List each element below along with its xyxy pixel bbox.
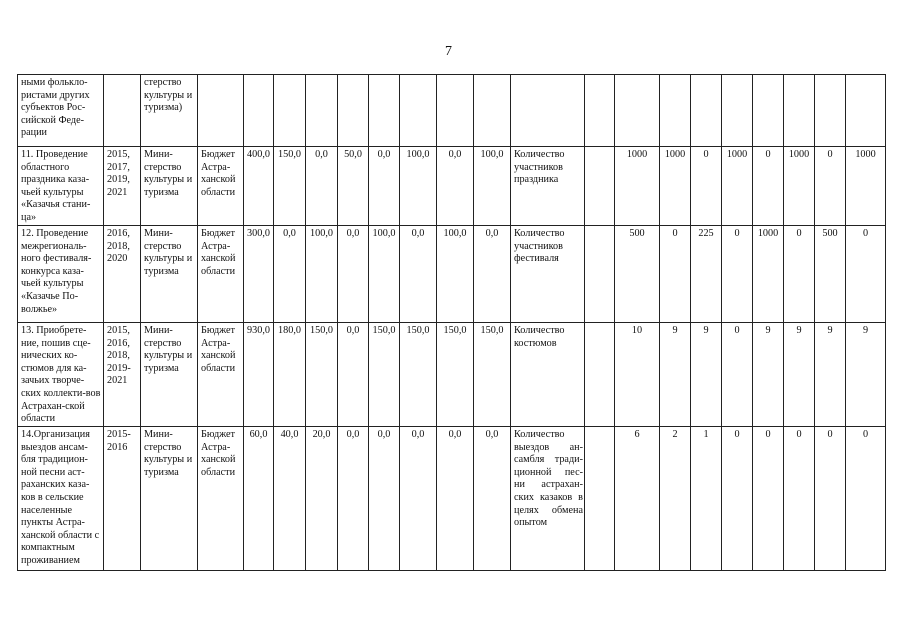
fund-cell: 50,0 bbox=[338, 147, 369, 226]
fund-cell: 60,0 bbox=[244, 427, 274, 571]
years-cell: 2015-2016 bbox=[104, 427, 141, 571]
fund-cell: 40,0 bbox=[274, 427, 306, 571]
fund-cell: 0,0 bbox=[338, 427, 369, 571]
fund-cell: 0,0 bbox=[400, 427, 437, 571]
value-cell: 6 bbox=[615, 427, 660, 571]
value-cell: 1000 bbox=[615, 147, 660, 226]
event-name-cell: 11. Проведение областного праздника каза-чьей культуры «Казачья стани-ца» bbox=[18, 147, 104, 226]
fund-cell: 180,0 bbox=[274, 323, 306, 427]
source-cell: Бюджет Астра-ханской области bbox=[198, 427, 244, 571]
value-cell: 1000 bbox=[784, 147, 815, 226]
indicator-cell: Количество костюмов bbox=[511, 323, 585, 427]
value-cell: 0 bbox=[846, 427, 886, 571]
fund-cell: 0,0 bbox=[474, 427, 511, 571]
fund-cell: 0,0 bbox=[338, 226, 369, 323]
years-cell: 2016, 2018, 2020 bbox=[104, 226, 141, 323]
table-row bbox=[18, 75, 886, 147]
value-cell bbox=[585, 75, 615, 147]
value-cell bbox=[784, 75, 815, 147]
fund-cell bbox=[274, 75, 306, 147]
table-row bbox=[18, 147, 886, 226]
value-cell bbox=[753, 75, 784, 147]
executor-cell: Мини-стерство культуры и туризма bbox=[141, 226, 198, 323]
executor-cell: стерство культуры и туризма) bbox=[141, 75, 198, 147]
fund-cell bbox=[306, 75, 338, 147]
value-cell bbox=[585, 226, 615, 323]
indicator-cell: Количество выездов ан-самбля тради-ционной пес-ни астрахан-ских казаков в целях обмена опытом bbox=[511, 427, 585, 571]
event-name-cell: 13. Приобрете-ние, пошив сце-нических ко-стюмов для ка-зачьих творче-ских коллекти-вов Астрахан-ской области bbox=[18, 323, 104, 427]
fund-cell: 300,0 bbox=[244, 226, 274, 323]
value-cell: 9 bbox=[846, 323, 886, 427]
fund-cell: 100,0 bbox=[369, 226, 400, 323]
fund-cell: 150,0 bbox=[474, 323, 511, 427]
value-cell: 1000 bbox=[846, 147, 886, 226]
fund-cell: 400,0 bbox=[244, 147, 274, 226]
fund-cell: 0,0 bbox=[306, 147, 338, 226]
page-number: 7 bbox=[445, 44, 452, 59]
source-cell: Бюджет Астра-ханской области bbox=[198, 147, 244, 226]
value-cell bbox=[846, 75, 886, 147]
value-cell bbox=[585, 427, 615, 571]
fund-cell: 0,0 bbox=[400, 226, 437, 323]
fund-cell bbox=[244, 75, 274, 147]
source-cell: Бюджет Астра-ханской области bbox=[198, 226, 244, 323]
fund-cell: 0,0 bbox=[437, 427, 474, 571]
value-cell: 1000 bbox=[660, 147, 691, 226]
fund-cell: 100,0 bbox=[474, 147, 511, 226]
fund-cell bbox=[437, 75, 474, 147]
event-name-cell: ными фолькло-ристами других субъектов Рос-сийской Феде-рации bbox=[18, 75, 104, 147]
fund-cell: 150,0 bbox=[369, 323, 400, 427]
value-cell bbox=[722, 75, 753, 147]
value-cell bbox=[585, 323, 615, 427]
value-cell bbox=[815, 75, 846, 147]
years-cell: 2015, 2016, 2018, 2019-2021 bbox=[104, 323, 141, 427]
fund-cell: 100,0 bbox=[400, 147, 437, 226]
fund-cell bbox=[369, 75, 400, 147]
fund-cell: 930,0 bbox=[244, 323, 274, 427]
fund-cell: 150,0 bbox=[274, 147, 306, 226]
years-cell: 2015, 2017, 2019, 2021 bbox=[104, 147, 141, 226]
value-cell bbox=[691, 75, 722, 147]
indicator-cell: Количество участников праздника bbox=[511, 147, 585, 226]
value-cell: 0 bbox=[846, 226, 886, 323]
fund-cell: 100,0 bbox=[306, 226, 338, 323]
value-cell bbox=[660, 75, 691, 147]
value-cell: 9 bbox=[784, 323, 815, 427]
value-cell: 0 bbox=[691, 147, 722, 226]
value-cell: 0 bbox=[784, 226, 815, 323]
value-cell: 225 bbox=[691, 226, 722, 323]
event-name-cell: 12. Проведение межрегиональ-ного фестиваля-конкурса каза-чьей культуры «Казачье По-волжье» bbox=[18, 226, 104, 323]
fund-cell: 0,0 bbox=[474, 226, 511, 323]
fund-cell: 0,0 bbox=[338, 323, 369, 427]
indicator-cell bbox=[511, 75, 585, 147]
value-cell: 1000 bbox=[722, 147, 753, 226]
fund-cell: 150,0 bbox=[400, 323, 437, 427]
value-cell: 0 bbox=[815, 427, 846, 571]
value-cell: 1000 bbox=[753, 226, 784, 323]
table-row bbox=[18, 427, 886, 571]
value-cell: 0 bbox=[753, 147, 784, 226]
fund-cell bbox=[400, 75, 437, 147]
value-cell bbox=[585, 147, 615, 226]
value-cell: 2 bbox=[660, 427, 691, 571]
fund-cell: 0,0 bbox=[437, 147, 474, 226]
source-cell bbox=[198, 75, 244, 147]
table-row bbox=[18, 226, 886, 323]
value-cell: 0 bbox=[722, 427, 753, 571]
program-table bbox=[17, 74, 886, 571]
value-cell: 500 bbox=[615, 226, 660, 323]
source-cell: Бюджет Астра-ханской области bbox=[198, 323, 244, 427]
fund-cell bbox=[338, 75, 369, 147]
fund-cell: 150,0 bbox=[306, 323, 338, 427]
value-cell: 0 bbox=[815, 147, 846, 226]
value-cell bbox=[615, 75, 660, 147]
value-cell: 0 bbox=[660, 226, 691, 323]
fund-cell: 150,0 bbox=[437, 323, 474, 427]
value-cell: 500 bbox=[815, 226, 846, 323]
fund-cell bbox=[474, 75, 511, 147]
table-row bbox=[18, 323, 886, 427]
executor-cell: Мини-стерство культуры и туризма bbox=[141, 323, 198, 427]
value-cell: 0 bbox=[753, 427, 784, 571]
value-cell: 10 bbox=[615, 323, 660, 427]
value-cell: 9 bbox=[753, 323, 784, 427]
value-cell: 0 bbox=[722, 226, 753, 323]
value-cell: 0 bbox=[722, 323, 753, 427]
fund-cell: 20,0 bbox=[306, 427, 338, 571]
indicator-cell: Количество участников фестиваля bbox=[511, 226, 585, 323]
event-name-cell: 14.Организация выездов ансам-бля традицион-ной песни аст-раханских каза-ков в сельские населенные пункты Астра-ханской области с компактным проживанием bbox=[18, 427, 104, 571]
years-cell bbox=[104, 75, 141, 147]
value-cell: 1 bbox=[691, 427, 722, 571]
executor-cell: Мини-стерство культуры и туризма bbox=[141, 147, 198, 226]
value-cell: 9 bbox=[815, 323, 846, 427]
fund-cell: 100,0 bbox=[437, 226, 474, 323]
value-cell: 9 bbox=[660, 323, 691, 427]
value-cell: 0 bbox=[784, 427, 815, 571]
fund-cell: 0,0 bbox=[369, 427, 400, 571]
fund-cell: 0,0 bbox=[369, 147, 400, 226]
executor-cell: Мини-стерство культуры и туризма bbox=[141, 427, 198, 571]
fund-cell: 0,0 bbox=[274, 226, 306, 323]
value-cell: 9 bbox=[691, 323, 722, 427]
